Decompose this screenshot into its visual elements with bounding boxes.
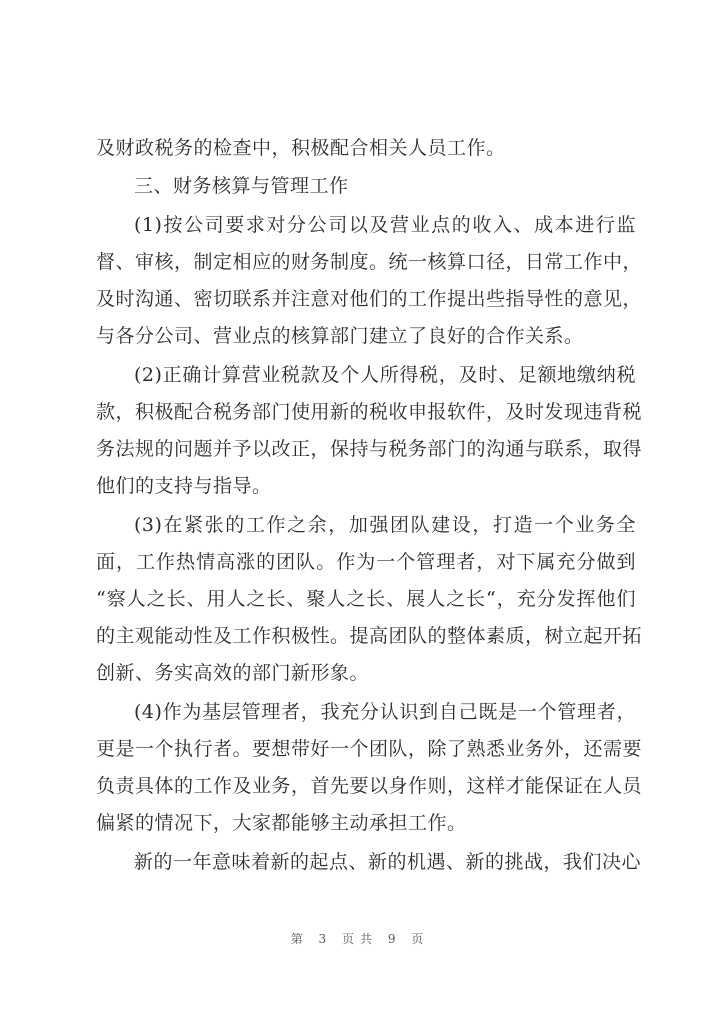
text-line: 负责具体的工作及业务，首先要以身作则，这样才能保证在人员 [96,775,643,797]
text-line: 及财政税务的检查中，积极配合相关人员工作。 [96,137,506,159]
text-line: 款，积极配合税务部门使用新的税收申报软件，及时发现违背税 [96,401,643,423]
text-line: 新的一年意味着新的起点、新的机遇、新的挑战，我们决心 [134,851,642,873]
section-heading: 三、财务核算与管理工作 [134,175,349,197]
text-line: 面，工作热情高涨的团队。作为一个管理者，对下属充分做到 [96,551,636,573]
text-line: (1)按公司要求对分公司以及营业点的收入、成本进行监 [134,214,636,236]
page-number: 第 3 页共 9 页 [290,932,430,946]
text-line: 务法规的问题并予以改正，保持与税务部门的沟通与联系，取得 [96,438,643,460]
text-line: (3)在紧张的工作之余，加强团队建设，打造一个业务全 [134,514,636,536]
text-line: (4)作为基层管理者，我充分认识到自己既是一个管理者， [134,701,636,723]
text-line: 的主观能动性及工作积极性。提高团队的整体素质，树立起开拓 [96,625,643,647]
text-line: 他们的支持与指导。 [96,475,272,497]
text-line: “察人之长、用人之长、聚人之长、展人之长“，充分发挥他们 [96,588,636,610]
text-line: (2)正确计算营业税款及个人所得税，及时、足额地缴纳税 [134,364,636,386]
text-line: 创新、务实高效的部门新形象。 [96,662,370,684]
text-line: 更是一个执行者。要想带好一个团队，除了熟悉业务外，还需要 [96,738,643,760]
text-line: 与各分公司、营业点的核算部门建立了良好的合作关系。 [96,325,584,347]
text-line: 偏紧的情况下，大家都能够主动承担工作。 [96,812,467,834]
text-line: 及时沟通、密切联系并注意对他们的工作提出些指导性的意见， [96,288,643,310]
text-line: 督、审核，制定相应的财务制度。统一核算口径，日常工作中， [96,251,643,273]
